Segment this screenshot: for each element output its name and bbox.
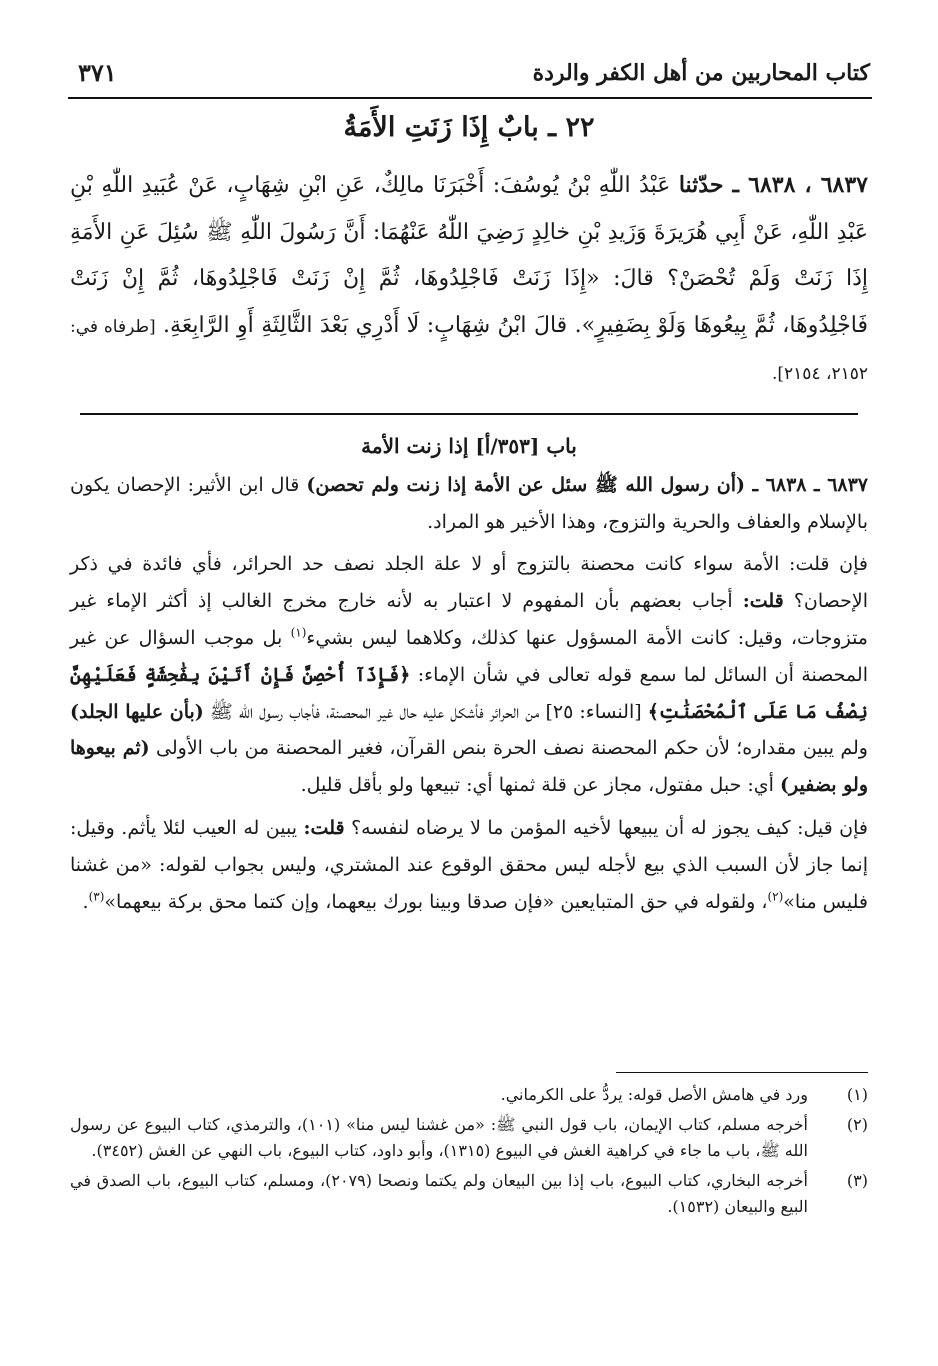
footnote-item bbox=[70, 1168, 868, 1220]
quran-verse: ﴿فَإِذَآ أُحْصِنَّ فَإِنْ أَتَيْنَ بِفَٰحِشَةٍ فَعَلَيْهِنَّ نِصْفُ مَا عَلَى ٱلْمُحْصَنَٰتِ﴾ bbox=[70, 663, 869, 723]
hadith-text: عَبْدُ اللّٰهِ بْنُ يُوسُفَ: أَخْبَرَنَا مالِكٌ، عَنِ ابْنِ شِهَابٍ، عَنْ عُبَيدِ اللّٰهِ بْنِ عَبْدِ اللّٰهِ، عَنْ أَبِي هُرَيرَةَ وَزَيدِ بْنِ خالِدٍ رَضِيَ اللّٰهُ عَنْهُمَا: أَنَّ رَسُولَ اللّٰهِ ﷺ سُئِلَ عَنِ الأَمَةِ إِذَا زَنَتْ وَلَمْ تُحْصَنْ؟ قالَ: «إِذَا زَنَتْ فَاجْلِدُوهَا، ثُمَّ إِنْ زَنَتْ فَاجْلِدُوهَا، ثُمَّ إِنْ زَنَتْ فَاجْلِدُوهَا، ثُمَّ بِيعُوهَا وَلَوْ بِضَفِيرٍ». قالَ ابْنُ شِهَابٍ: لَا أَدْرِي بَعْدَ الثَّالِثَةِ أَوِ الرَّابِعَةِ. bbox=[70, 173, 868, 338]
commentary-text: بل موجب السؤال عن غير المحصنة أن السائل لما سمع قوله تعالى في شأن الإماء: bbox=[70, 626, 868, 686]
footnote-marker-1[interactable]: (١) bbox=[290, 625, 307, 640]
footnote-marker-2[interactable]: (٢) bbox=[767, 889, 784, 904]
hadith-text-block bbox=[70, 162, 868, 398]
commentary-text: يبين له العيب لئلا يأثم. وقيل: إنما جاز لأن السبب الذي بيع لأجله ليس محقق الوقوع عند المشتري، وليس بجواب لقوله: «من غشنا فليس منا» bbox=[70, 816, 868, 913]
footnote-divider bbox=[616, 1072, 868, 1073]
page-number: ٣٧١ bbox=[78, 58, 117, 87]
footnotes bbox=[70, 1082, 868, 1224]
hadith-number: ٦٨٣٧ ، ٦٨٣٨ ـ حدّثنا bbox=[678, 172, 868, 198]
footnote-item bbox=[70, 1112, 868, 1164]
commentary-text: أي: حبل مفتول، مجاز عن قلة ثمنها أي: تبيعها ولو بأقل قليل. bbox=[300, 774, 774, 797]
commentary-subheading: باب [٣٥٣/أ] إذا زنت الأمة bbox=[361, 434, 577, 458]
footnote-text: ورد في هامش الأصل قوله: يردُّ على الكرماني. bbox=[500, 1085, 808, 1104]
footnote-number: (١) bbox=[846, 1085, 868, 1104]
qult-label: قلت: bbox=[742, 590, 784, 613]
footnote-number: (٢) bbox=[846, 1115, 868, 1134]
commentary-text: قال ابن الأثير: الإحصان يكون بالإسلام والعفاف والحرية والتزوج، وهذا الأخير هو المراد. bbox=[70, 473, 868, 533]
footnote-item bbox=[70, 1082, 868, 1108]
hadith-quote-bold: (بأن عليها الجلد) bbox=[70, 700, 204, 723]
chapter-heading: ٢٢ ـ بابٌ إِذَا زَنَتِ الأَمَةُ bbox=[343, 112, 595, 143]
commentary-paragraph-2 bbox=[70, 546, 868, 804]
section-divider bbox=[80, 413, 858, 415]
qult-label: قلت: bbox=[303, 816, 345, 839]
commentary-text: فإن قلت: الأمة سواء كانت محصنة بالتزوج أو لا علة الجلد نصف حد الحرائر، فأي فائدة في ذكر الإحصان؟ bbox=[70, 553, 868, 613]
hadith-quote-bold: ٦٨٣٧ ـ ٦٨٣٨ ـ (أن رسول الله ﷺ سئل عن الأمة إذا زنت ولم تحصن) bbox=[306, 473, 869, 496]
page-header bbox=[68, 52, 870, 96]
commentary-paragraph-3 bbox=[70, 810, 868, 920]
hadith-quote-bold: (ثم بيعوها ولو بضفير) bbox=[70, 737, 868, 797]
commentary-text: . bbox=[82, 890, 89, 913]
footnote-number: (٣) bbox=[846, 1171, 868, 1190]
footnote-text: أخرجه مسلم، كتاب الإيمان، باب قول النبي ﷺ: «من غشنا ليس منا» (١٠١)، والترمذي، كتاب البيوع عن رسول الله ﷺ، باب ما جاء في كراهية الغش في البيوع (١٣١٥)، وأبو داود، كتاب البيوع، باب النهي عن الغش (٣٤٥٢). bbox=[70, 1115, 808, 1160]
footnote-marker-3[interactable]: (٣) bbox=[88, 889, 105, 904]
commentary-text: ولم يبين مقداره؛ لأن حكم المحصنة نصف الحرة بنص القرآن، فغير المحصنة من باب الأولى bbox=[156, 737, 868, 760]
commentary-text: أجاب بعضهم بأن المفهوم لا اعتبار به لأنه خارج مخرج الغالب إذ أكثر الإماء غير متزوجات، وقيل: كانت الأمة المسؤول عنها كذلك، وكلاهما ليس بشيء bbox=[70, 590, 868, 649]
footnote-text: أخرجه البخاري، كتاب البيوع، باب إذا بين البيعان ولم يكتما ونصحا (٢٠٧٩)، ومسلم، كتاب البيوع، باب الصدق في البيع والبيعان (١٥٣٢). bbox=[70, 1171, 808, 1216]
commentary-paragraph-1 bbox=[70, 467, 868, 541]
commentary-text: ، ولقوله في حق المتبايعين «فإن صدقا وبينا بورك بيعهما، وإن كتما محق بركة بيعهما» bbox=[104, 890, 768, 913]
commentary-block bbox=[70, 428, 868, 920]
hadith-reference: [طرفاه في: ٢١٥٢، ٢١٥٤]. bbox=[70, 316, 868, 384]
header-divider bbox=[68, 97, 872, 99]
commentary-text: [النساء: ٢٥] من الحرائر فأشكل عليه حال غير المحصنة، فأجاب رسول الله ﷺ bbox=[209, 700, 642, 723]
running-title: كتاب المحاربين من أهل الكفر والردة bbox=[532, 60, 870, 86]
commentary-text: فإن قيل: كيف يجوز له أن يبيعها لأخيه المؤمن ما لا يرضاه لنفسه؟ bbox=[351, 816, 869, 839]
